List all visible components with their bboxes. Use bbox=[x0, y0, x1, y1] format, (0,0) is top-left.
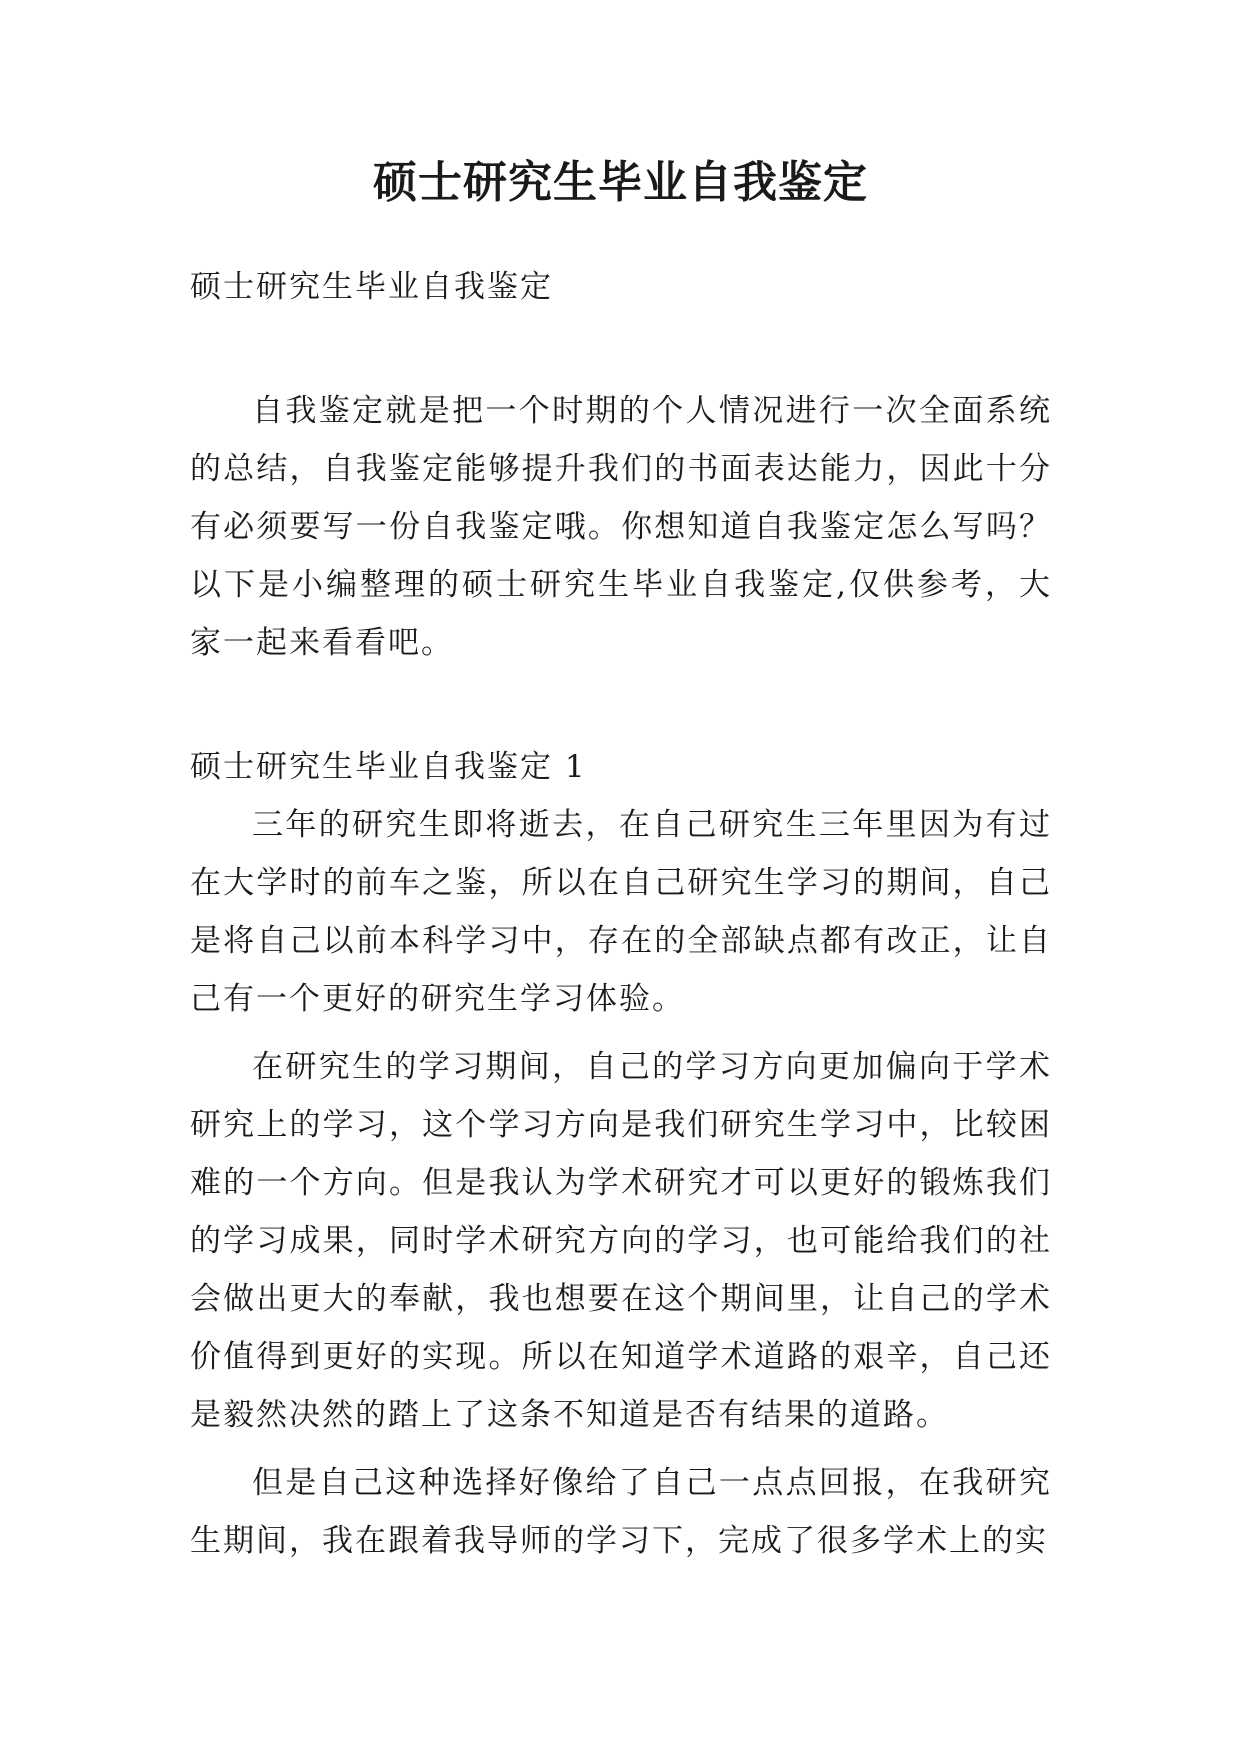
document-subtitle: 硕士研究生毕业自我鉴定 bbox=[190, 269, 553, 305]
body-paragraph: 但是自己这种选择好像给了自己一点点回报，在我研究生期间，我在跟着我导师的学习下，完成了很多学术上的实 bbox=[190, 1465, 1052, 1559]
body-paragraph: 三年的研究生即将逝去，在自己研究生三年里因为有过在大学时的前车之鉴，所以在自己研究生学习的期间，自己是将自己以前本科学习中，存在的全部缺点都有改正，让自己有一个更好的研究生学习体验。 bbox=[190, 807, 1052, 1017]
section-heading: 硕士研究生毕业自我鉴定 1 bbox=[190, 749, 587, 785]
body-paragraph: 在研究生的学习期间，自己的学习方向更加偏向于学术研究上的学习，这个学习方向是我们研究生学习中，比较困难的一个方向。但是我认为学术研究才可以更好的锻炼我们的学习成果，同时学术研究方向的学习，也可能给我们的社会做出更大的奉献，我也想要在这个期间里，让自己的学术价值得到更好的实现。所以在知道学术道路的艰辛，自己还是毅然决然的踏上了这条不知道是否有结果的道路。 bbox=[190, 1049, 1052, 1433]
intro-paragraph: 自我鉴定就是把一个时期的个人情况进行一次全面系统的总结，自我鉴定能够提升我们的书面表达能力，因此十分有必须要写一份自我鉴定哦。你想知道自我鉴定怎么写吗？以下是小编整理的硕士研究生毕业自我鉴定,仅供参考，大家一起来看看吧。 bbox=[190, 393, 1052, 661]
document-body bbox=[190, 258, 1052, 1570]
document-title: 硕士研究生毕业自我鉴定 bbox=[373, 157, 868, 208]
